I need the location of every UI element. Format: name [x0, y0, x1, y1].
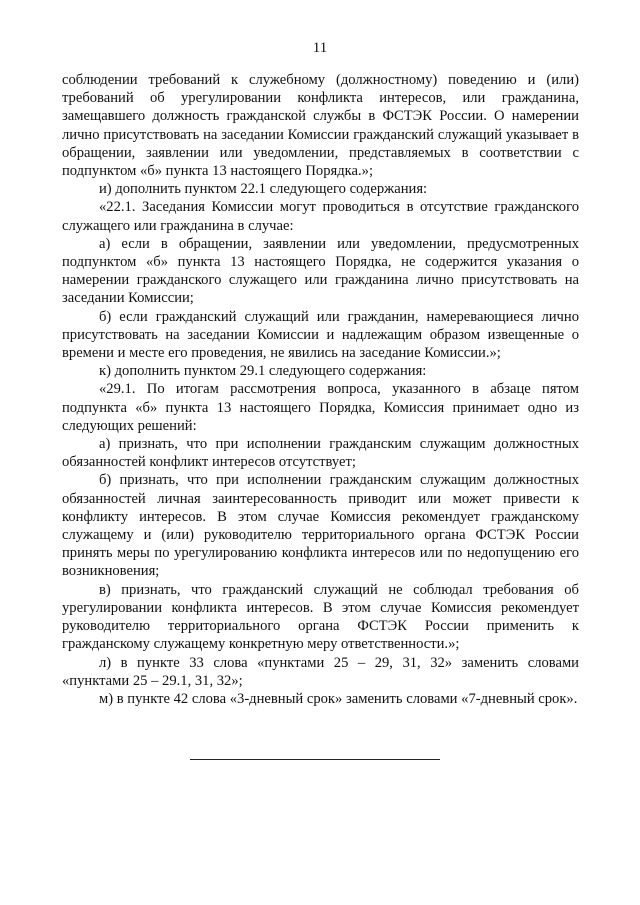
closing-separator-line [190, 759, 440, 760]
paragraph-clause-22-1-a: а) если в обращении, заявлении или уведомлении, предусмотренных подпунктом «б» пункта 13 настоящего Порядка, не содержится указания о намерении гражданского служащего или гражданина лично присутствовать на заседании Комиссии; [62, 235, 579, 307]
paragraph-item-i: и) дополнить пунктом 22.1 следующего содержания: [99, 181, 428, 198]
paragraph-continuation: соблюдении требований к служебному (должностному) поведению и (или) требований об урегулировании конфликта интересов, или гражданина, замещавшего должность гражданской службы в ФСТЭК России. О намерении лично присутствовать на заседании Комиссии гражданский служащий указывает в обращении, заявлении или уведомлении, представляемых в соответствии с подпунктом «б» пункта 13 настоящего Порядка.»; [62, 72, 579, 180]
paragraph-item-l: л) в пункте 33 слова «пунктами 25 – 29, 31, 32» заменить словами «пунктами 25 – 29.1, 31, 32»; [62, 654, 579, 689]
document-body [62, 71, 579, 708]
paragraph-clause-22-1-b: б) если гражданский служащий или гражданин, намеревающиеся лично присутствовать на заседании Комиссии и надлежащим образом извещенные о времени и месте его проведения, не явились на заседание Комиссии.»; [62, 308, 579, 362]
paragraph-clause-29-1-b: б) признать, что при исполнении гражданским служащим должностных обязанностей личная заинтересованность приводит или может привести к конфликту интересов. В этом случае Комиссия рекомендует гражданскому служащему и (или) руководителю территориального органа ФСТЭК России принять меры по урегулированию конфликта интересов или по недопущению его возникновения; [62, 472, 579, 580]
page-number: 11 [312, 40, 328, 56]
paragraph-clause-22-1: «22.1. Заседания Комиссии могут проводиться в отсутствие гражданского служащего или гражданина в случае: [62, 199, 579, 234]
paragraph-item-m: м) в пункте 42 слова «3-дневный срок» заменить словами «7-дневный срок». [99, 690, 578, 707]
paragraph-clause-29-1-v: в) признать, что гражданский служащий не соблюдал требования об урегулировании конфликта интересов. В этом случае Комиссия рекомендует руководителю территориального органа ФСТЭК России применить к гражданскому служащему конкретную меру ответственности.»; [62, 581, 579, 653]
paragraph-clause-29-1-a: а) признать, что при исполнении гражданским служащим должностных обязанностей конфликт интересов отсутствует; [62, 436, 579, 471]
paragraph-clause-29-1: «29.1. По итогам рассмотрения вопроса, указанного в абзаце пятом подпункта «б» пункта 13 настоящего Порядка, Комиссия принимает одно из следующих решений: [62, 381, 579, 434]
paragraph-item-k: к) дополнить пунктом 29.1 следующего содержания: [99, 363, 427, 380]
